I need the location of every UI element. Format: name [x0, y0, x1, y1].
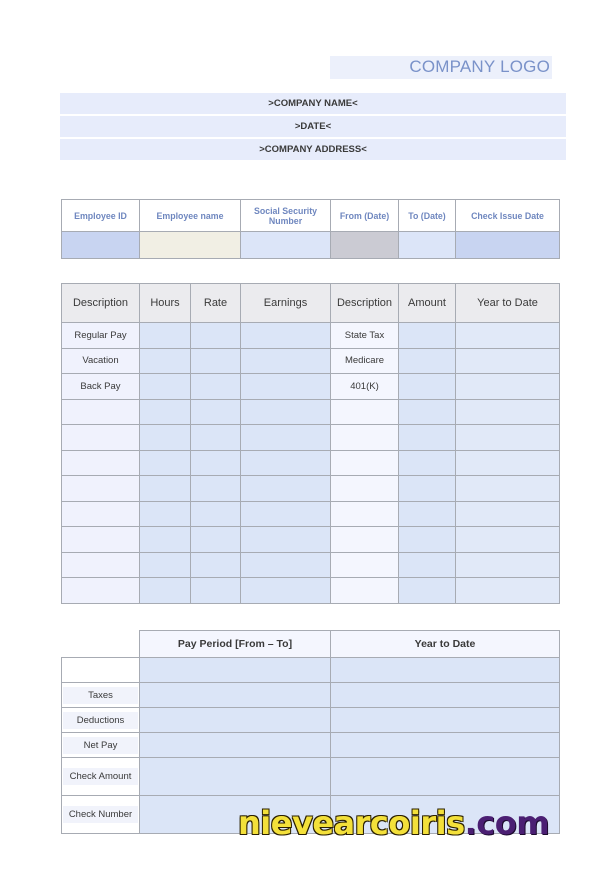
summary-ytd-cell[interactable] — [331, 683, 560, 708]
deduction-description-cell[interactable] — [331, 527, 399, 553]
rate-cell[interactable] — [191, 501, 241, 527]
hours-cell[interactable] — [140, 323, 191, 349]
summary-label-cell — [62, 758, 140, 796]
summary-label: Check Number — [63, 806, 138, 823]
description-cell[interactable] — [62, 578, 140, 604]
company-logo-box — [330, 56, 552, 79]
pay-period-cell[interactable] — [140, 658, 331, 683]
amount-cell[interactable] — [399, 450, 456, 476]
hours-cell[interactable] — [140, 527, 191, 553]
earnings-cell[interactable] — [241, 374, 331, 400]
earnings-row — [62, 425, 560, 451]
earnings-table — [61, 283, 560, 604]
watermark — [238, 804, 549, 842]
employee-name-cell[interactable] — [140, 232, 241, 259]
description-cell[interactable] — [62, 527, 140, 553]
rate-cell[interactable] — [191, 552, 241, 578]
year-to-date-cell[interactable] — [456, 527, 560, 553]
description-cell[interactable] — [62, 399, 140, 425]
pay-period-cell[interactable] — [140, 683, 331, 708]
hours-cell[interactable] — [140, 476, 191, 502]
hours-cell[interactable] — [140, 374, 191, 400]
year-to-date-cell[interactable] — [456, 578, 560, 604]
rate-header: Rate — [191, 284, 241, 323]
earnings-cell[interactable] — [241, 527, 331, 553]
amount-cell[interactable] — [399, 552, 456, 578]
watermark-part-3: .com — [464, 804, 550, 842]
rate-cell[interactable] — [191, 476, 241, 502]
hours-cell[interactable] — [140, 450, 191, 476]
earnings-header-row — [62, 284, 560, 323]
rate-cell[interactable] — [191, 450, 241, 476]
earnings-cell[interactable] — [241, 501, 331, 527]
description-cell[interactable] — [62, 501, 140, 527]
deduction-description-cell[interactable] — [331, 552, 399, 578]
earnings-row — [62, 476, 560, 502]
pay-period-cell[interactable] — [140, 758, 331, 796]
employee-header-row — [62, 200, 560, 232]
earnings-cell[interactable] — [241, 476, 331, 502]
summary-corner-header — [62, 631, 140, 658]
earnings-row — [62, 399, 560, 425]
year-to-date-cell[interactable] — [456, 450, 560, 476]
amount-cell[interactable] — [399, 425, 456, 451]
rate-cell[interactable] — [191, 323, 241, 349]
hours-header: Hours — [140, 284, 191, 323]
to-date-header: To (Date) — [399, 200, 456, 232]
description-header: Description — [62, 284, 140, 323]
rate-cell[interactable] — [191, 425, 241, 451]
summary-row — [62, 683, 560, 708]
year-to-date-cell[interactable] — [456, 374, 560, 400]
employee-info-table — [61, 199, 560, 259]
employee-values-row — [62, 232, 560, 259]
rate-cell[interactable] — [191, 399, 241, 425]
earnings-cell[interactable] — [241, 578, 331, 604]
summary-row — [62, 658, 560, 683]
deduction-description-header: Description — [331, 284, 399, 323]
amount-cell[interactable] — [399, 527, 456, 553]
check-issue-date-cell[interactable] — [456, 232, 560, 259]
earnings-row — [62, 323, 560, 349]
check-issue-date-header: Check Issue Date — [456, 200, 560, 232]
summary-header-row — [62, 631, 560, 658]
year-to-date-cell[interactable] — [456, 476, 560, 502]
summary-ytd-header: Year to Date — [331, 631, 560, 658]
earnings-cell[interactable] — [241, 425, 331, 451]
year-to-date-header: Year to Date — [456, 284, 560, 323]
employee-name-header: Employee name — [140, 200, 241, 232]
ssn-header: Social Security Number — [241, 200, 331, 232]
hours-cell[interactable] — [140, 399, 191, 425]
year-to-date-cell[interactable] — [456, 399, 560, 425]
year-to-date-cell[interactable] — [456, 425, 560, 451]
hours-cell[interactable] — [140, 578, 191, 604]
summary-label: Check Amount — [63, 768, 138, 785]
description-cell[interactable] — [62, 425, 140, 451]
employee-id-cell[interactable] — [62, 232, 140, 259]
year-to-date-cell[interactable] — [456, 323, 560, 349]
hours-cell[interactable] — [140, 501, 191, 527]
earnings-row — [62, 552, 560, 578]
deduction-description-cell[interactable] — [331, 450, 399, 476]
rate-cell[interactable] — [191, 374, 241, 400]
summary-label-cell — [62, 683, 140, 708]
earnings-cell[interactable] — [241, 323, 331, 349]
hours-cell[interactable] — [140, 348, 191, 374]
summary-label-cell — [62, 658, 140, 683]
summary-label-cell — [62, 733, 140, 758]
year-to-date-cell[interactable] — [456, 501, 560, 527]
description-cell[interactable]: Regular Pay — [62, 323, 140, 349]
description-cell[interactable]: Vacation — [62, 348, 140, 374]
earnings-row — [62, 450, 560, 476]
rate-cell[interactable] — [191, 527, 241, 553]
summary-row — [62, 758, 560, 796]
company-address-row: >COMPANY ADDRESS< — [60, 139, 566, 160]
summary-label — [63, 667, 138, 673]
amount-cell[interactable] — [399, 476, 456, 502]
summary-row — [62, 733, 560, 758]
amount-cell[interactable] — [399, 399, 456, 425]
summary-ytd-cell[interactable] — [331, 658, 560, 683]
summary-label: Net Pay — [63, 737, 138, 754]
hours-cell[interactable] — [140, 552, 191, 578]
summary-label-cell — [62, 796, 140, 834]
description-cell[interactable] — [62, 552, 140, 578]
amount-cell[interactable] — [399, 374, 456, 400]
deduction-description-cell[interactable]: Medicare — [331, 348, 399, 374]
description-cell[interactable]: Back Pay — [62, 374, 140, 400]
summary-ytd-cell[interactable] — [331, 758, 560, 796]
hours-cell[interactable] — [140, 425, 191, 451]
deduction-description-cell[interactable] — [331, 476, 399, 502]
earnings-cell[interactable] — [241, 399, 331, 425]
date-row: >DATE< — [60, 116, 566, 137]
earnings-row — [62, 527, 560, 553]
company-name-row: >COMPANY NAME< — [60, 93, 566, 114]
amount-cell[interactable] — [399, 348, 456, 374]
earnings-cell[interactable] — [241, 450, 331, 476]
description-cell[interactable] — [62, 450, 140, 476]
deduction-description-cell[interactable] — [331, 501, 399, 527]
summary-ytd-cell[interactable] — [331, 708, 560, 733]
summary-label: Deductions — [63, 712, 138, 729]
summary-label: Taxes — [63, 687, 138, 704]
amount-header: Amount — [399, 284, 456, 323]
from-date-cell[interactable] — [331, 232, 399, 259]
pay-period-cell[interactable] — [140, 708, 331, 733]
deduction-description-cell[interactable] — [331, 578, 399, 604]
amount-cell[interactable] — [399, 501, 456, 527]
summary-label-cell — [62, 708, 140, 733]
watermark-part-1: nieve — [238, 804, 334, 842]
earnings-cell[interactable] — [241, 552, 331, 578]
summary-ytd-cell[interactable] — [331, 733, 560, 758]
deduction-description-cell[interactable]: 401(K) — [331, 374, 399, 400]
company-logo-text: COMPANY LOGO — [409, 57, 550, 76]
description-cell[interactable] — [62, 476, 140, 502]
earnings-row — [62, 578, 560, 604]
deduction-description-cell[interactable] — [331, 425, 399, 451]
deduction-description-cell[interactable] — [331, 399, 399, 425]
amount-cell[interactable] — [399, 578, 456, 604]
from-date-header: From (Date) — [331, 200, 399, 232]
earnings-header: Earnings — [241, 284, 331, 323]
earnings-cell[interactable] — [241, 348, 331, 374]
earnings-row — [62, 501, 560, 527]
rate-cell[interactable] — [191, 348, 241, 374]
ssn-cell[interactable] — [241, 232, 331, 259]
pay-period-header: Pay Period [From – To] — [140, 631, 331, 658]
rate-cell[interactable] — [191, 578, 241, 604]
amount-cell[interactable] — [399, 323, 456, 349]
employee-id-header: Employee ID — [62, 200, 140, 232]
earnings-row — [62, 348, 560, 374]
deduction-description-cell[interactable]: State Tax — [331, 323, 399, 349]
earnings-row — [62, 374, 560, 400]
summary-row — [62, 708, 560, 733]
year-to-date-cell[interactable] — [456, 552, 560, 578]
pay-period-cell[interactable] — [140, 733, 331, 758]
year-to-date-cell[interactable] — [456, 348, 560, 374]
watermark-part-2: arcoiris — [333, 804, 465, 842]
to-date-cell[interactable] — [399, 232, 456, 259]
